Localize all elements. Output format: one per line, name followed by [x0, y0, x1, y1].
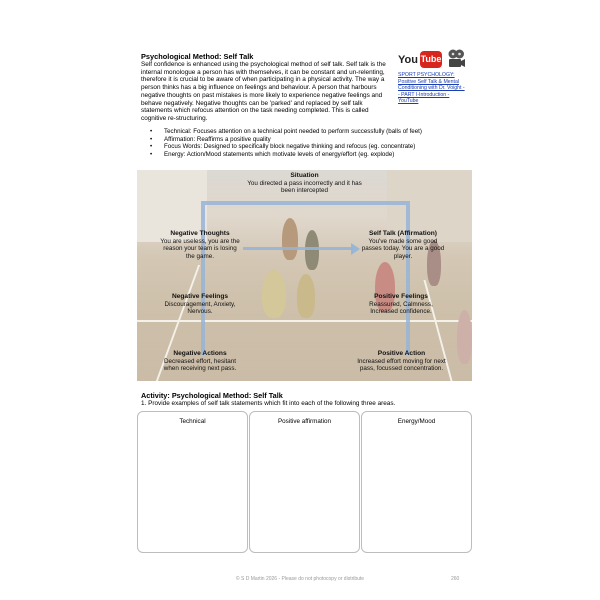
- youtube-logo-you: You: [398, 54, 418, 66]
- activity-instruction: 1. Provide examples of self talk statements which fit into each of the following three areas.: [141, 400, 396, 407]
- self-talk-text: You've made some good passes today. You are a good player.: [361, 237, 445, 260]
- negative-actions-text: Decreased effort, hesitant when receiving next pass.: [163, 357, 237, 373]
- situation-text: You directed a pass incorrectly and it has been intercepted: [247, 179, 362, 195]
- player: [457, 310, 472, 364]
- self-talk-title: Self Talk (Affirmation): [368, 230, 438, 237]
- page-number: 260: [451, 576, 460, 582]
- positive-action-label: [349, 350, 454, 373]
- negative-actions-title: Negative Actions: [173, 350, 227, 357]
- flow-frame: [201, 201, 410, 355]
- answer-box-positive-affirmation[interactable]: [249, 411, 360, 553]
- netball-self-talk-diagram: [137, 170, 472, 381]
- answer-box-energy-mood[interactable]: [361, 411, 472, 553]
- film-reel-icon: [447, 49, 465, 69]
- positive-feelings-text: Reassured, Calmness, Increased confidence.: [369, 300, 433, 316]
- self-talk-types-list: [150, 128, 470, 158]
- list-item: • Energy: Action/Mood statements which motivate levels of energy/effort (eg. explode): [150, 151, 470, 159]
- positive-feelings-title: Positive Feelings: [374, 293, 428, 300]
- intro-paragraph: Self confidence is enhanced using the psychological method of self talk. Self talk is the internal monologue a person has with themselves, it can be constant and un-relenting, therefore it is crucial to be aware of when participating in a physical activity. The way a person thinks has a big influence on feelings and behaviour. A person that harbours negative thoughts on past mistakes is more likely to experience negative feelings and behave negatively. Negative thoughts can be 'parked' and replaced by self talk statements which refocus attention on the task needing completed. This is called cognitive re-structuring.: [141, 61, 386, 122]
- negative-thoughts-label: [159, 230, 241, 260]
- youtube-logo[interactable]: [398, 50, 444, 70]
- positive-action-text: Increased effort moving for next pass, focussed concentration.: [357, 357, 446, 373]
- section-title: Psychological Method: Self Talk: [141, 52, 254, 61]
- activity-title: Activity: Psychological Method: Self Talk: [141, 391, 283, 400]
- negative-actions-label: [159, 350, 241, 373]
- answer-box-technical[interactable]: [137, 411, 248, 553]
- positive-feelings-label: [361, 293, 441, 316]
- youtube-video-link[interactable]: SPORT PSYCHOLOGY: Positive Self Talk & Mental Conditioning with Dr. Voight -- PART I-Introduction - YouTube: [398, 72, 465, 105]
- situation-title: Situation: [290, 172, 319, 179]
- youtube-logo-tube: Tube: [420, 51, 442, 68]
- list-item: • Technical: Focuses attention on a technical point needed to perform successfully (balls of feet): [150, 128, 470, 136]
- copyright-footer: © S D Martin 2026 - Please do not photocopy or distribute: [235, 576, 365, 582]
- positive-action-title: Positive Action: [377, 350, 426, 357]
- answer-box-label: Positive affirmation: [277, 418, 332, 425]
- flow-arrow: [243, 247, 353, 250]
- negative-thoughts-title: Negative Thoughts: [170, 230, 230, 237]
- answer-box-label: Technical: [179, 418, 206, 425]
- negative-feelings-title: Negative Feelings: [171, 293, 229, 300]
- self-talk-label: [359, 230, 447, 260]
- list-item: • Affirmation: Reaffirms a positive quality: [150, 136, 470, 144]
- situation-label: [242, 172, 367, 195]
- negative-feelings-label: [159, 293, 241, 316]
- negative-feelings-text: Discouragement, Anxiety, Nervous.: [164, 300, 236, 316]
- negative-thoughts-text: You are useless, you are the reason your team is losing the game.: [160, 237, 240, 260]
- list-item: • Focus Words: Designed to specifically block negative thinking and refocus (eg. concentrate): [150, 143, 470, 151]
- answer-box-label: Energy/Mood: [397, 418, 436, 425]
